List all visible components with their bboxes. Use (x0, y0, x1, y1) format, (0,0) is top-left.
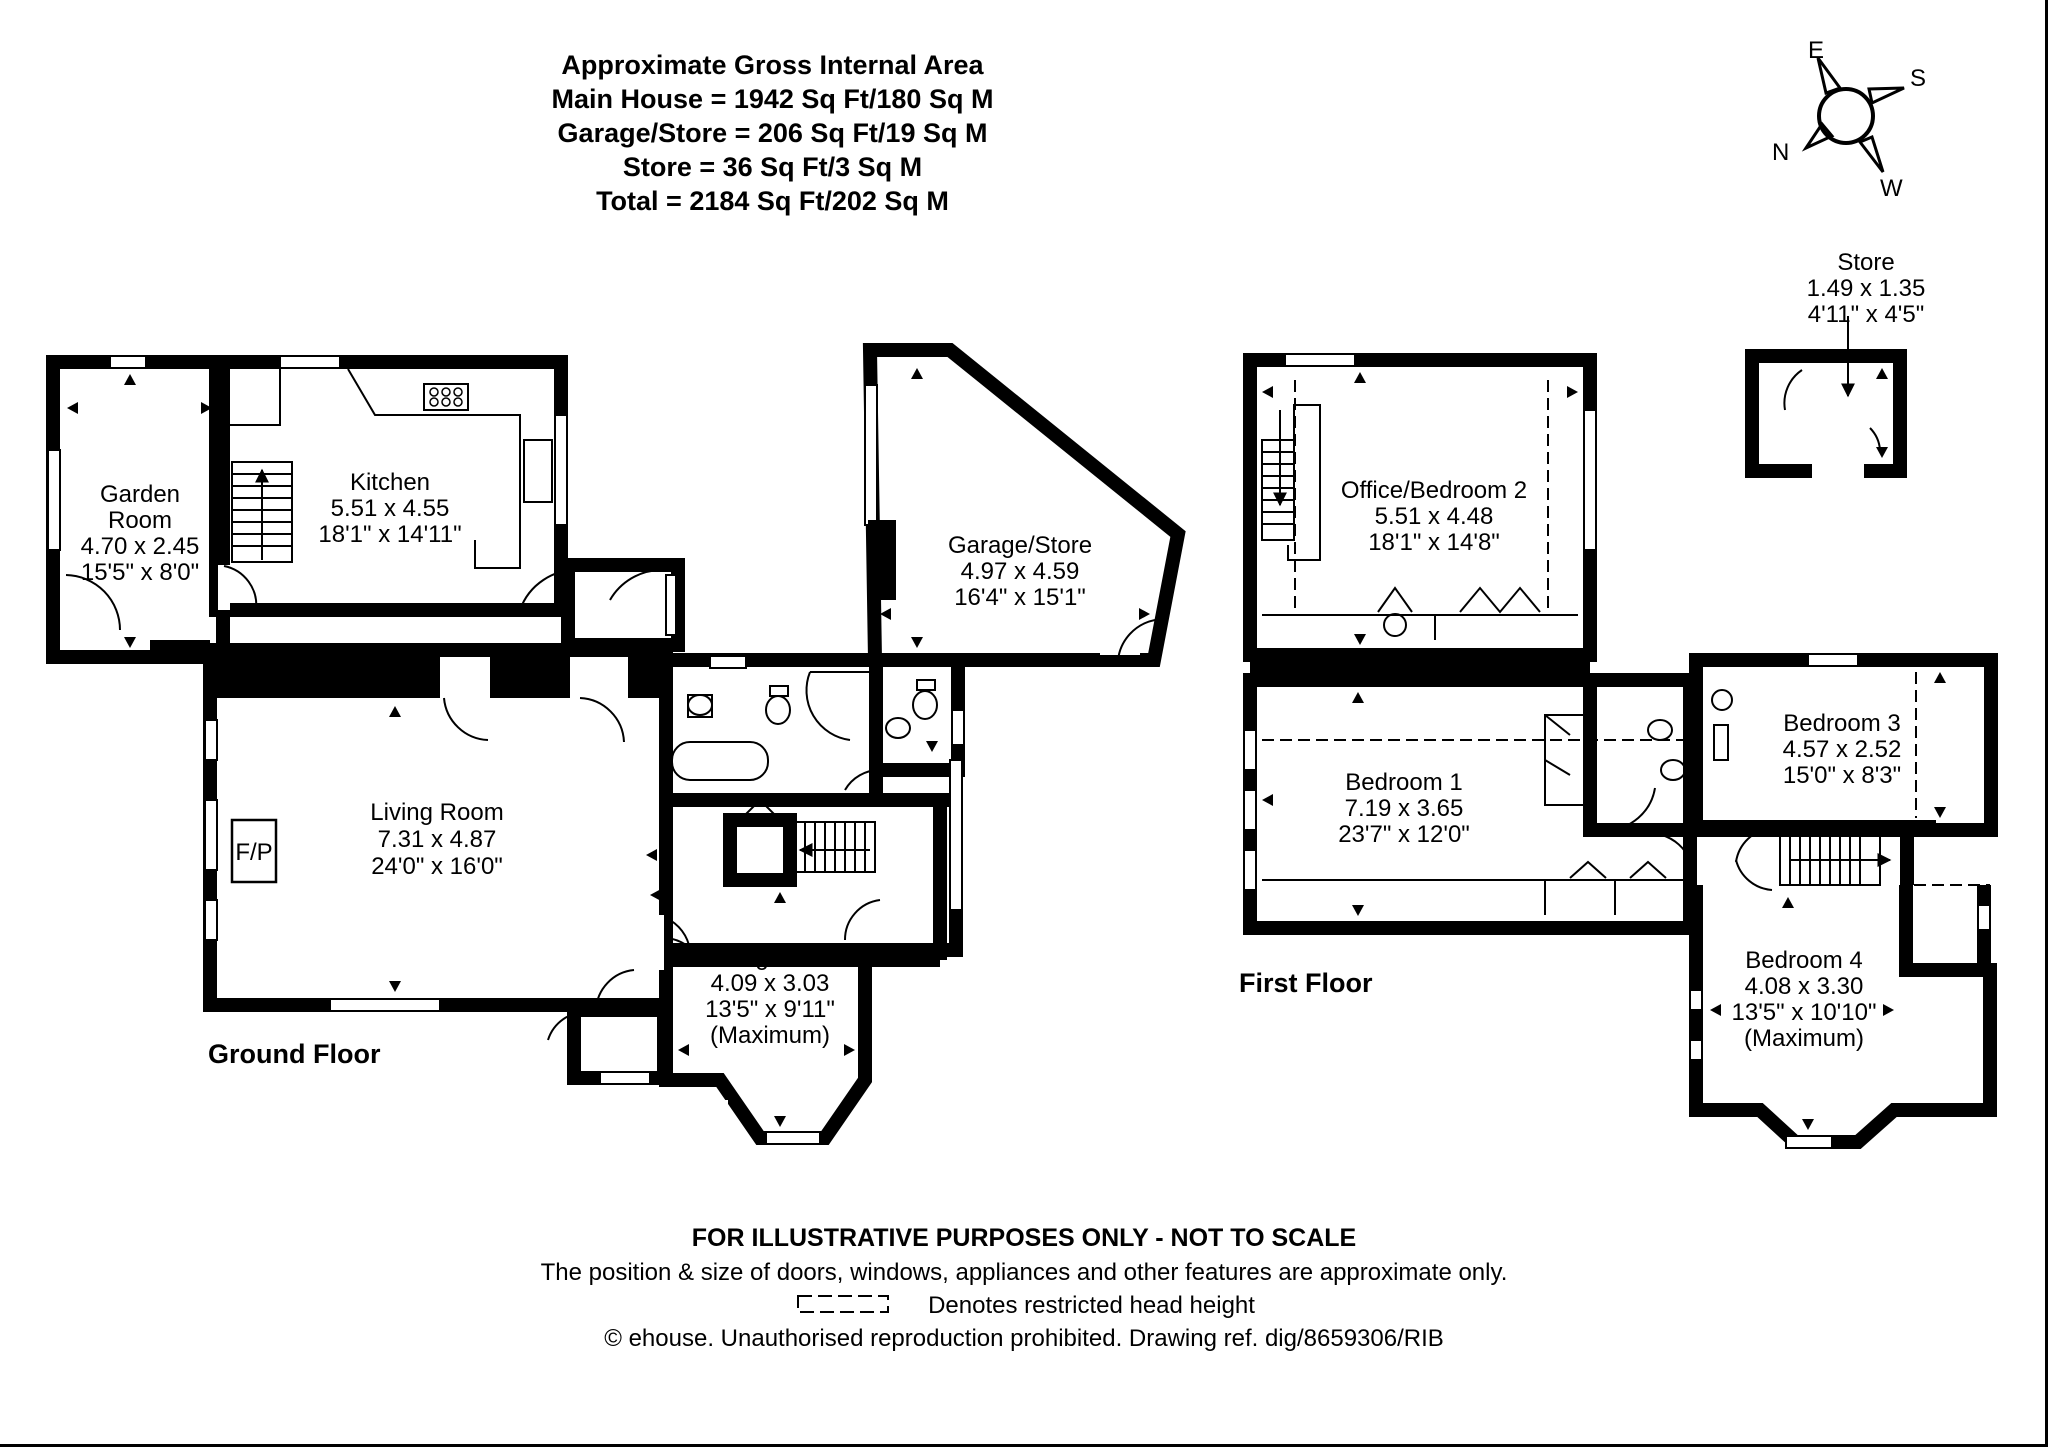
bedroom1-name: Bedroom 1 (1345, 769, 1463, 796)
disclaimer: FOR ILLUSTRATIVE PURPOSES ONLY - NOT TO SCALE (691, 1224, 1357, 1252)
ground-floor-label: Ground Floor (208, 1039, 381, 1069)
garden-room-metric: 4.70 x 2.45 (80, 533, 200, 560)
dining-room-note: (Maximum) (710, 1022, 830, 1049)
compass-icon (1772, 37, 1926, 202)
dining-room-imperial: 13'5" x 9'11" (705, 996, 835, 1023)
store-imperial: 4'11" x 4'5" (1807, 301, 1925, 328)
garden-room-name1: Garden (99, 481, 181, 508)
kitchen-name: Kitchen (349, 469, 431, 496)
area-main-house: Main House = 1942 Sq Ft/180 Sq M (551, 84, 994, 114)
store-walls (1752, 356, 1900, 471)
bedroom4-note: (Maximum) (1744, 1025, 1864, 1052)
fireplace-label: F/P (235, 839, 273, 866)
copyright: © ehouse. Unauthorised reproduction prohibited. Drawing ref. dig/8659306/RIB (604, 1325, 1444, 1352)
compass-n: N (1772, 139, 1790, 166)
living-room-name: Living Room (370, 799, 504, 826)
bedroom3-metric: 4.57 x 2.52 (1782, 736, 1902, 763)
store-name: Store (1837, 249, 1895, 276)
compass-s: S (1910, 65, 1927, 92)
garage-store-imperial: 16'4" x 15'1" (954, 584, 1086, 611)
bedroom4-metric: 4.08 x 3.30 (1744, 973, 1864, 1000)
legend-text: Denotes restricted head height (928, 1292, 1255, 1319)
store-metric: 1.49 x 1.35 (1806, 275, 1926, 302)
ground-floor (48, 350, 1178, 1144)
garage-store-name: Garage/Store (947, 532, 1093, 559)
living-room-metric: 7.31 x 4.87 (377, 826, 497, 853)
area-total: Total = 2184 Sq Ft/202 Sq M (596, 186, 949, 216)
garage-store-metric: 4.97 x 4.59 (960, 558, 1080, 585)
area-title: Approximate Gross Internal Area (561, 50, 984, 80)
bedroom3-imperial: 15'0" x 8'3" (1782, 762, 1902, 789)
approx-note: The position & size of doors, windows, appliances and other features are approximate only. (540, 1259, 1508, 1286)
garden-room-name2: Room (107, 507, 173, 534)
area-store: Store = 36 Sq Ft/3 Sq M (622, 152, 923, 182)
compass-w: W (1880, 175, 1903, 202)
area-garage-store: Garage/Store = 206 Sq Ft/19 Sq M (557, 118, 988, 148)
office-bedroom2-imperial: 18'1" x 14'8" (1368, 529, 1500, 556)
garden-room-imperial: 15'5" x 8'0" (80, 559, 200, 586)
kitchen-imperial: 18'1" x 14'11" (318, 521, 462, 548)
kitchen-metric: 5.51 x 4.55 (330, 495, 450, 522)
first-floor-label: First Floor (1239, 968, 1373, 998)
bedroom1-metric: 7.19 x 3.65 (1344, 795, 1464, 822)
bedroom1-imperial: 23'7" x 12'0" (1338, 821, 1470, 848)
dining-room-name: Dining Room (700, 944, 840, 971)
dining-room-metric: 4.09 x 3.03 (710, 970, 830, 997)
compass-e: E (1808, 37, 1825, 64)
bedroom1-walls (1250, 680, 1690, 928)
office-bedroom2-metric: 5.51 x 4.48 (1374, 503, 1494, 530)
bedroom3-name: Bedroom 3 (1783, 710, 1901, 737)
living-room-imperial: 24'0" x 16'0" (371, 853, 503, 880)
office-bedroom2-name: Office/Bedroom 2 (1340, 477, 1528, 504)
bedroom4-name: Bedroom 4 (1745, 947, 1863, 974)
bedroom4-imperial: 13'5" x 10'10" (1731, 999, 1877, 1026)
